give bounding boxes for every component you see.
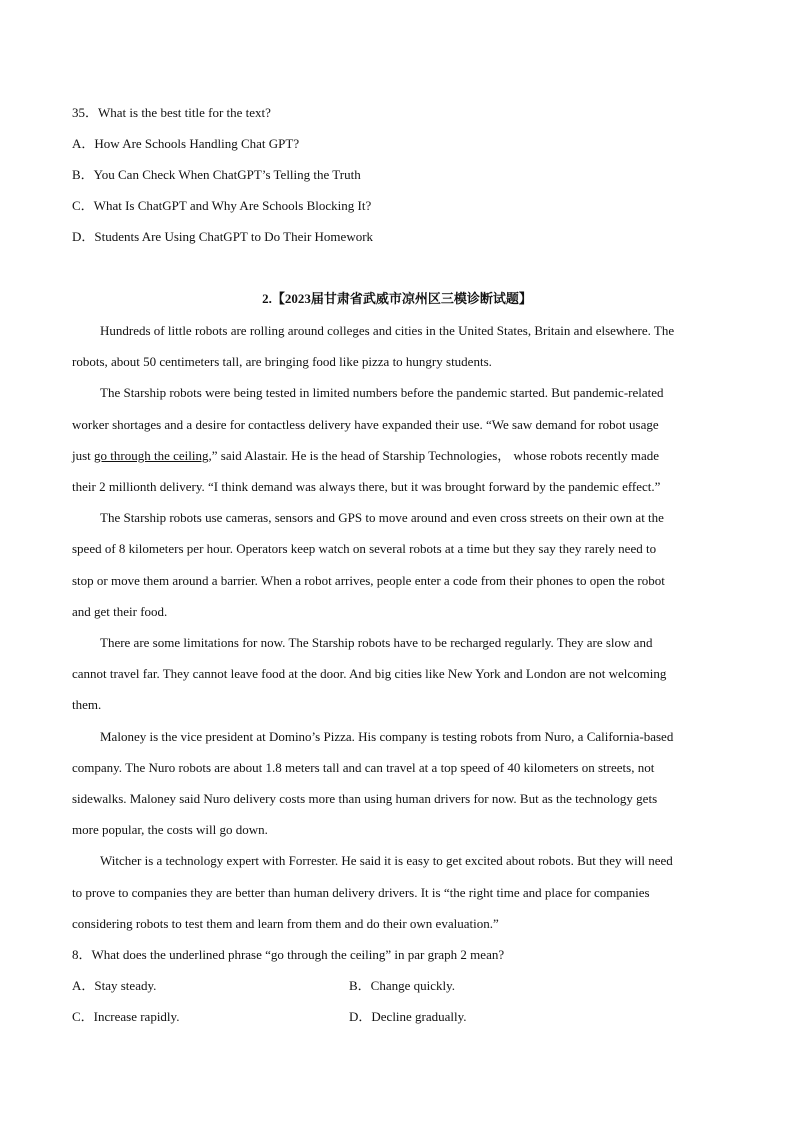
p3-line-2: speed of 8 kilometers per hour. Operators keep watch on several robots at a time but they say they rarely need to bbox=[72, 541, 657, 556]
p2-line-3 bbox=[72, 449, 659, 462]
p5-line-4: more popular, the costs will go down. bbox=[72, 822, 268, 837]
p2-line-1: The Starship robots were being tested in limited numbers before the pandemic started. But pandemic-related bbox=[100, 385, 664, 400]
p4-line-1: There are some limitations for now. The Starship robots have to be recharged regularly. They are slow and bbox=[100, 635, 653, 650]
p5-line-1: Maloney is the vice president at Domino’s Pizza. His company is testing robots from Nuro, a California-based bbox=[100, 729, 674, 744]
p4-line-3: them. bbox=[72, 697, 102, 712]
q8-option-a: A．Stay steady. bbox=[72, 978, 157, 993]
question-8: 8．What does the underlined phrase “go through the ceiling” in par graph 2 mean? bbox=[72, 947, 505, 962]
p2-line-2: worker shortages and a desire for contactless delivery have expanded their use. “We saw demand for robot usage bbox=[72, 417, 659, 432]
q8-option-d: D．Decline gradually. bbox=[349, 1009, 467, 1024]
p2-line-3-pre: just bbox=[72, 448, 95, 463]
p3-line-1: The Starship robots use cameras, sensors and GPS to move around and even cross streets on their own at the bbox=[100, 510, 664, 525]
p2-line-4: their 2 millionth delivery. “I think demand was always there, but it was brought forward by the pandemic effect.” bbox=[72, 479, 661, 494]
q8-option-c: C．Increase rapidly. bbox=[72, 1009, 180, 1024]
p3-line-4: and get their food. bbox=[72, 604, 168, 619]
q35-option-c: C．What Is ChatGPT and Why Are Schools Blocking It? bbox=[72, 198, 372, 213]
p1-line-2: robots, about 50 centimeters tall, are bringing food like pizza to hungry students. bbox=[72, 354, 492, 369]
q8-option-b: B．Change quickly. bbox=[349, 978, 456, 993]
p6-line-2: to prove to companies they are better than human delivery drivers. It is “the right time and place for companies bbox=[72, 885, 650, 900]
p1-line-1: Hundreds of little robots are rolling around colleges and cities in the United States, Britain and elsewhere. The bbox=[100, 323, 675, 338]
p6-line-1: Witcher is a technology expert with Forrester. He said it is easy to get excited about robots. But they will need bbox=[100, 853, 673, 868]
p5-line-2: company. The Nuro robots are about 1.8 meters tall and can travel at a top speed of 40 kilometers on streets, not bbox=[72, 760, 655, 775]
q35-option-b: B．You Can Check When ChatGPT’s Telling the Truth bbox=[72, 167, 361, 182]
p5-line-3: sidewalks. Maloney said Nuro delivery costs more than using human drivers for now. But as the technology gets bbox=[72, 791, 658, 806]
q35-option-a: A．How Are Schools Handling Chat GPT? bbox=[72, 136, 300, 151]
question-35: 35．What is the best title for the text? bbox=[72, 105, 271, 120]
p3-line-3: stop or move them around a barrier. When a robot arrives, people enter a code from their phones to open the robot bbox=[72, 573, 665, 588]
underlined-phrase: go through the ceiling bbox=[94, 448, 209, 463]
p2-line-3-post: ,” said Alastair. He is the head of Starship Technologies， whose robots recently made bbox=[208, 448, 659, 463]
p4-line-2: cannot travel far. They cannot leave food at the door. And big cities like New York and London are not welcoming bbox=[72, 666, 667, 681]
section-title: 2.【2023届甘肃省武威市凉州区三模诊断试题】 bbox=[262, 291, 532, 306]
p6-line-3: considering robots to test them and learn from them and do their own evaluation.” bbox=[72, 916, 499, 931]
q35-option-d: D．Students Are Using ChatGPT to Do Their Homework bbox=[72, 229, 374, 244]
